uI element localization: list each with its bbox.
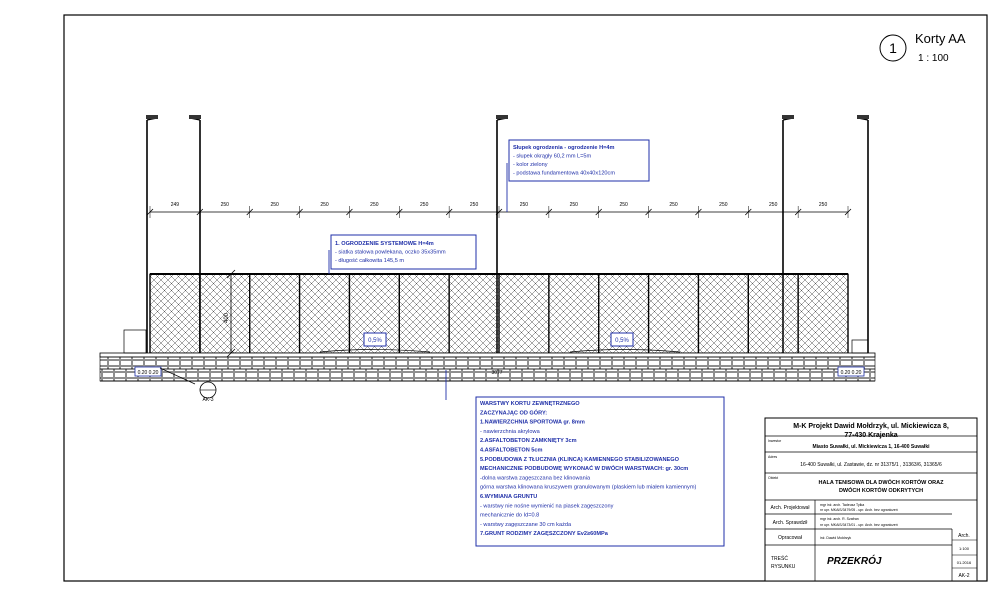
slope-left <box>364 333 386 346</box>
note-line: ZACZYNAJĄC OD GÓRY: <box>480 410 548 417</box>
note-line: 7.GRUNT RODZIMY ZAGĘSZCZONY Ev2≥60MPa <box>480 531 608 538</box>
dim-label: 250 <box>220 202 229 208</box>
note-line: -dolna warstwa zagęszczana bez klinowania <box>480 475 591 482</box>
note-line: 1.NAWIERZCHNIA SPORTOWA gr. 8mm <box>480 419 585 426</box>
tb-drawing-label-2: RYSUNKU <box>771 564 796 570</box>
tb-checker-2: nr upr. MKAiS/3473/01 - upr. Arch. bez ograniczeń <box>820 523 898 527</box>
dim-label: 250 <box>769 202 778 208</box>
layers-note <box>476 397 724 546</box>
note-line: - siatka stalowa powlekana, oczko 35x35mm <box>335 249 446 256</box>
dim-label: 250 <box>719 202 728 208</box>
dim-label: 250 <box>469 202 479 208</box>
note-line: - długość całkowita 145,5 m <box>335 258 405 264</box>
note-line: - kolor zielony <box>513 162 548 168</box>
left-foot-dim: 0.20 0.20 <box>137 370 159 376</box>
tb-object-line2: DWÓCH KORTÓW ODKRYTYCH <box>838 488 924 494</box>
tb-checker-label: Arch. Sprawdził <box>772 520 808 526</box>
dim-label: 250 <box>320 202 329 208</box>
tb-drawing: PRZEKRÓJ <box>827 556 882 567</box>
tb-drawn: inż. Dawid Mołdrzyk <box>820 536 852 540</box>
note-line: - podstawa fundamentowa 40x40x120cm <box>513 170 615 177</box>
right-foot-dim: 0.20 0.20 <box>840 370 862 376</box>
note-line: 1. OGRODZENIE SYSTEMOWE H=4m <box>335 241 434 247</box>
tb-drawn-label: Opracował <box>778 535 802 541</box>
note-line: - słupek okrągły 60,2 mm L=5m <box>513 153 592 160</box>
note-line: 6.WYMIANA GRUNTU <box>480 494 538 500</box>
ground-stone-bottom <box>100 369 875 381</box>
tb-company-line1: M-K Projekt Dawid Mołdrzyk, ul. Mickiewicza 8, <box>793 423 949 430</box>
tb-address-label: Adres <box>768 455 778 459</box>
tb-investor: Miasto Suwałki, ul. Mickiewicza 1, 16-400 Suwałki <box>812 444 930 450</box>
dim-label: 250 <box>619 202 628 208</box>
dim-label: 250 <box>270 202 279 208</box>
tb-branch: Arch. <box>958 533 970 539</box>
note-line: 5.PODBUDOWA Z TŁUCZNIA (KLINCA) KAMIENNEGO STABILIZOWANEGO <box>480 456 679 463</box>
tb-scale: 1:100 <box>958 546 970 551</box>
tb-drawing-label-1: TREŚĆ <box>771 556 788 562</box>
mid-dim: 3077 <box>491 370 503 376</box>
view-title: Korty AA <box>915 31 966 46</box>
slope-left-label: 0,5% <box>368 338 382 344</box>
tb-object-label: Obiekt <box>768 476 779 480</box>
tb-company-line2: 77-430 Krajenka <box>844 432 898 439</box>
post-note <box>509 140 649 181</box>
tb-checker-1: mgr inż. arch. R. Szafran <box>820 517 859 521</box>
dim-label: 250 <box>519 202 529 208</box>
fence-note <box>331 235 476 269</box>
tb-date: 01.2016 <box>956 560 972 565</box>
tb-sheet-no: AK-2 <box>958 573 970 579</box>
ground-stone-top <box>100 357 875 369</box>
tb-designer-label: Arch. Projektował <box>770 505 810 511</box>
slope-right-label: 0,5% <box>615 338 629 344</box>
note-line: - warstwy zagęszczane 30 cm każda <box>480 521 572 528</box>
tb-designer-1: mgr inż. arch. Tadeusz Tylka <box>820 503 865 507</box>
tb-object-line1: HALA TENISOWA DLA DWÓCH KORTÓW ORAZ <box>818 480 944 486</box>
fence <box>150 274 848 353</box>
title-block <box>765 418 977 581</box>
dim-label: 250 <box>420 202 429 208</box>
note-line: MECHANICZNIE PODBUDOWĘ WYKONAĆ W DWÓCH WARSTWACH: gr. 30cm <box>480 466 689 473</box>
note-line: 4.ASFALTOBETON 5cm <box>480 447 543 454</box>
dim-label: 250 <box>370 202 379 208</box>
height-label: 400 <box>224 312 230 324</box>
note-line: górna warstwa klinowana kruszywem granulowanym (plaskiem lub miałem kamiennym) <box>480 484 697 491</box>
tb-address: 16-400 Suwałki, ul. Zastawie, dz. nr 31375/1 , 31363/6, 31365/6 <box>800 462 942 468</box>
slope-right <box>611 333 633 346</box>
detail-marker-label: AK-3 <box>202 397 214 403</box>
note-line: - warstwy nie nośne wymienić na piasek zagęszczony <box>480 503 614 510</box>
dim-label: 250 <box>669 202 678 208</box>
dim-label: 249 <box>170 202 180 208</box>
view-number: 1 <box>889 40 897 56</box>
note-line: - nawierzchnia akrylowa <box>480 428 540 435</box>
view-scale: 1 : 100 <box>918 53 949 64</box>
tb-designer-2: nr upr. MKAiS/3479/05 - upr. Arch. bez ograniczeń <box>820 508 898 512</box>
dim-label: 250 <box>818 202 828 208</box>
note-line: WARSTWY KORTU ZEWNĘTRZNEGO <box>480 401 580 407</box>
note-line: 2.ASFALTOBETON ZAMKNIĘTY 3cm <box>480 438 577 445</box>
note-line: Słupek ogrodzenia - ogrodzenie H=4m <box>513 145 615 151</box>
tb-investor-label: Inwestor <box>768 439 782 443</box>
dim-label: 250 <box>569 202 578 208</box>
note-line: mechanicznie do Id=0.8 <box>480 512 540 519</box>
